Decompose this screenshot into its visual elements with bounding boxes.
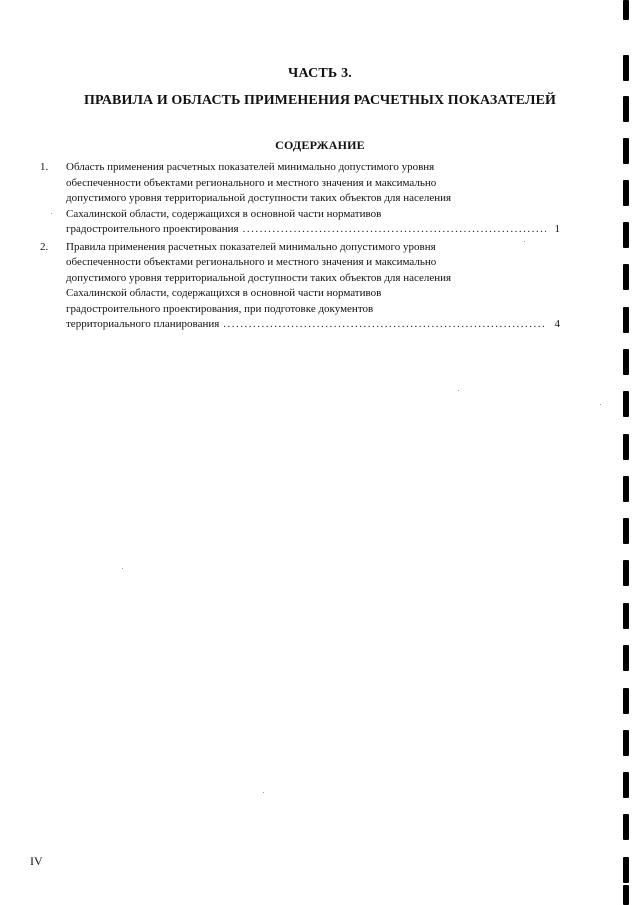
toc-item-number: 1. (40, 161, 49, 173)
binding-hole (623, 857, 629, 883)
binding-hole (623, 645, 629, 671)
scan-speck (458, 390, 459, 391)
toc-item-text-line: обеспеченности объектами регионального и местного значения и максимально (66, 176, 437, 189)
toc-item-text-line: допустимого уровня территориальной доступности таких объектов для населения (66, 271, 452, 284)
toc-heading: СОДЕРЖАНИЕ (275, 138, 365, 152)
toc-item-last-line (66, 222, 560, 238)
binding-hole (623, 730, 629, 756)
toc-item-text-line: Сахалинской области, содержащихся в основной части нормативов (66, 207, 382, 220)
binding-hole (623, 560, 629, 586)
toc-item-text-line: Сахалинской области, содержащихся в основной части нормативов (66, 287, 382, 299)
binding-hole (623, 349, 629, 375)
binding-hole (623, 96, 629, 122)
toc-item-last-line (66, 317, 560, 333)
binding-hole (623, 688, 629, 714)
toc-item-number: 2. (40, 240, 49, 253)
scan-speck (122, 568, 123, 569)
binding-hole (623, 434, 629, 460)
scan-speck (263, 792, 264, 793)
binding-hole (623, 885, 629, 905)
dot-leader (243, 222, 546, 238)
binding-hole (623, 772, 629, 798)
page-number: IV (30, 854, 43, 868)
toc-item-text-line: градостроительного проектирования (66, 223, 239, 235)
part-subtitle: ПРАВИЛА И ОБЛАСТЬ ПРИМЕНЕНИЯ РАСЧЕТНЫХ ПОКАЗАТЕЛЕЙ (83, 93, 556, 108)
dot-leader (223, 317, 546, 333)
toc-item-text-line: допустимого уровня территориальной доступности таких объектов для населения (66, 192, 452, 204)
toc-item-text-line: территориального планирования (66, 318, 220, 330)
binding-hole (623, 307, 629, 333)
scan-speck (51, 213, 52, 214)
toc-item[interactable] (40, 240, 560, 333)
binding-hole (623, 518, 629, 544)
toc-item[interactable] (40, 160, 560, 238)
toc-item-page: 1 (554, 223, 560, 235)
scan-speck (524, 241, 525, 242)
binding-hole (623, 138, 629, 164)
table-of-contents (40, 160, 560, 335)
binding-hole (623, 603, 629, 629)
binding-hole (623, 0, 629, 20)
binding-hole (623, 264, 629, 290)
binding-hole (623, 55, 629, 81)
binding-hole (623, 814, 629, 840)
binding-hole (623, 180, 629, 206)
toc-item-page: 4 (554, 318, 560, 330)
part-title: ЧАСТЬ 3. (288, 66, 352, 81)
toc-item-text-line: Область применения расчетных показателей минимально допустимого уровня (66, 161, 435, 173)
toc-item-text-line: градостроительного проектирования, при подготовке документов (66, 302, 374, 315)
binding-hole (623, 222, 629, 248)
toc-item-text-line: Правила применения расчетных показателей минимально допустимого уровня (66, 240, 436, 253)
scan-speck (600, 404, 601, 405)
binding-hole (623, 391, 629, 417)
toc-item-text-line: обеспеченности объектами регионального и местного значения и максимально (66, 256, 437, 268)
binding-holes-strip (620, 0, 634, 905)
binding-hole (623, 476, 629, 502)
